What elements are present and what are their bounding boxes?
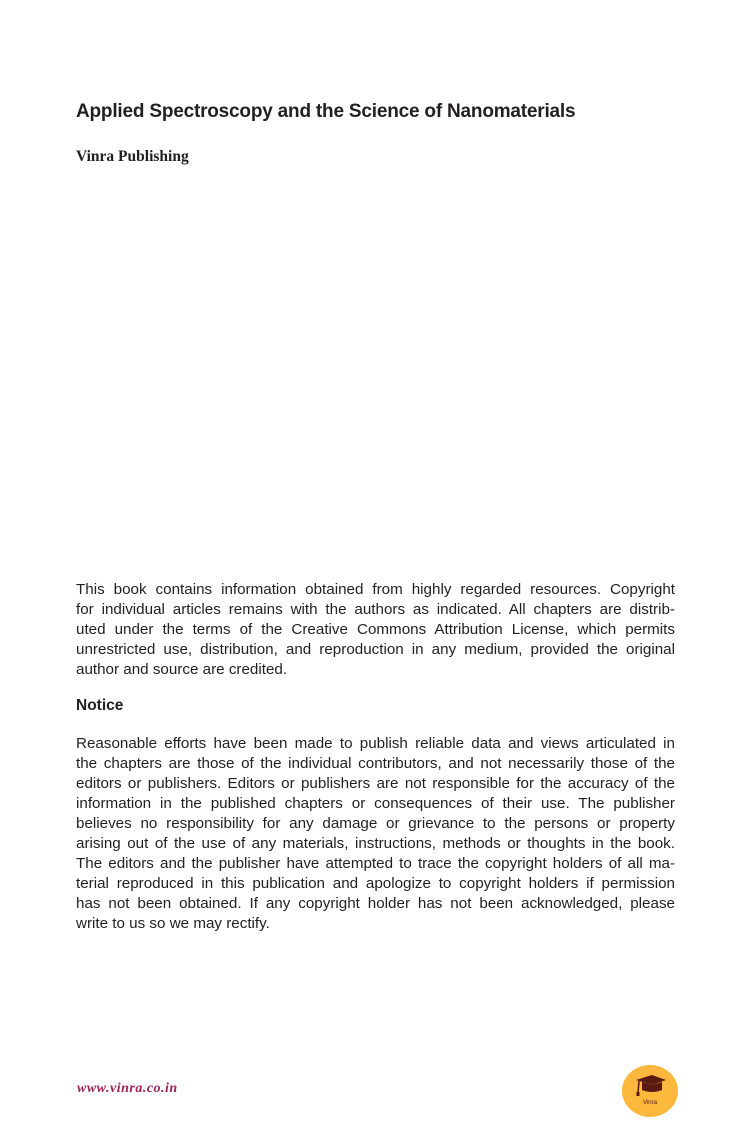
publisher-url[interactable]: www.vinra.co.in <box>77 1081 178 1096</box>
logo-text: Vinra <box>643 1100 657 1106</box>
publisher-name: Vinra Publishing <box>76 148 189 165</box>
notice-line: terial reproduced in this publication and apologize to copyright holders if permission <box>76 875 675 892</box>
notice-line: believes no responsibility for any damage or grievance to the persons or property <box>76 815 675 832</box>
copyright-paragraph <box>76 580 675 680</box>
notice-line: has not been obtained. If any copyright holder has not been acknowledged, please <box>76 895 675 912</box>
book-title: Applied Spectroscopy and the Science of Nanomaterials <box>76 101 576 122</box>
notice-line: information in the published chapters or consequences of their use. The publisher <box>76 795 675 812</box>
copyright-line: author and source are credited. <box>76 661 288 678</box>
notice-line: Reasonable efforts have been made to publish reliable data and views articulated in <box>76 735 675 752</box>
notice-line: editors or publishers. Editors or publishers are not responsible for the accuracy of the <box>76 775 675 792</box>
copyright-line: This book contains information obtained from highly regarded resources. Copyright <box>76 581 675 598</box>
publisher-logo <box>622 1065 678 1117</box>
notice-line: write to us so we may rectify. <box>76 915 270 932</box>
copyright-line: for individual articles remains with the authors as indicated. All chapters are distrib- <box>76 601 675 618</box>
notice-line: The editors and the publisher have attempted to trace the copyright holders of all ma- <box>76 855 675 872</box>
copyright-line: uted under the terms of the Creative Commons Attribution License, which permits <box>76 621 675 638</box>
notice-line: arising out of the use of any materials, instructions, methods or thoughts in the book. <box>76 835 675 852</box>
notice-paragraph <box>76 734 675 934</box>
graduation-cap-icon <box>632 1073 668 1099</box>
notice-line: the chapters are those of the individual contributors, and not necessarily those of the <box>76 755 675 772</box>
copyright-line: unrestricted use, distribution, and reproduction in any medium, provided the original <box>76 641 675 658</box>
notice-heading: Notice <box>76 697 124 714</box>
